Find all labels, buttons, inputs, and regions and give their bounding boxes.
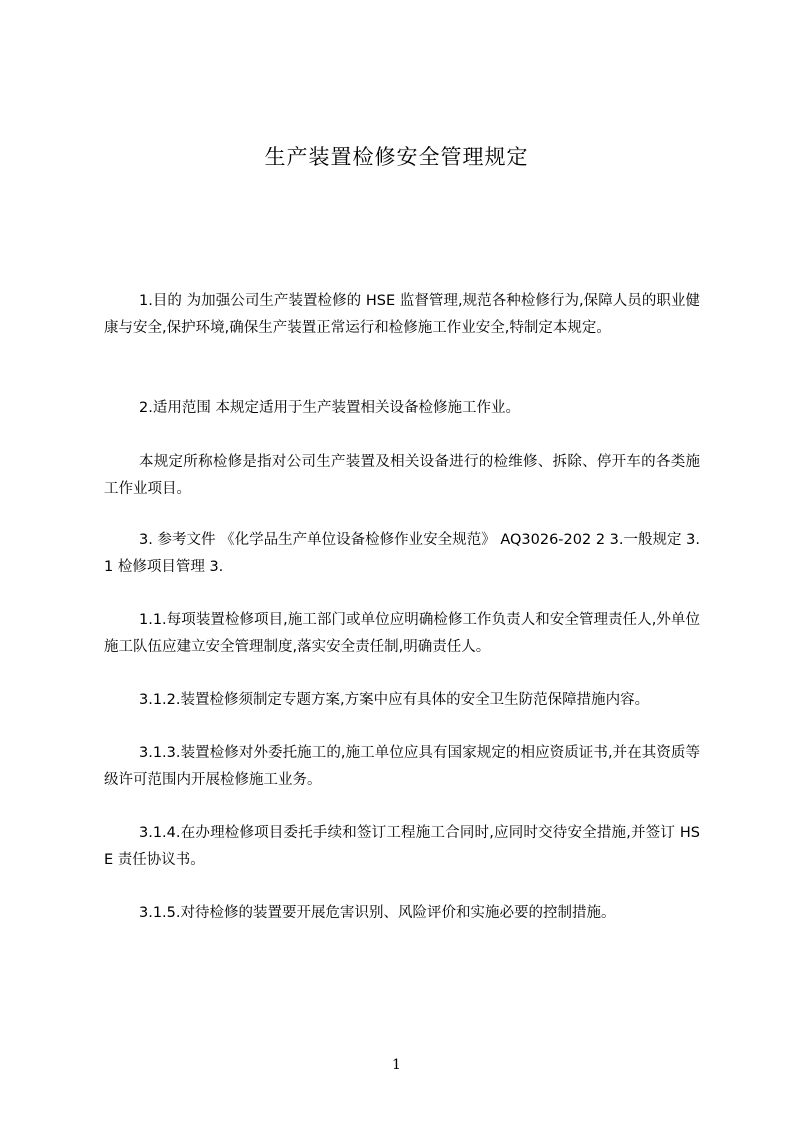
paragraph-clause-3-1-2: 3.1.2.装置检修须制定专题方案,方案中应有具体的安全卫生防范保障措施内容。 [139,692,650,708]
paragraph-clause-1-1: 1.1.每项装置检修项目,施工部门或单位应明确检修工作负责人和安全管理责任人,外单位施工队伍应建立安全管理制度,落实安全责任制,明确责任人。 [104,612,700,655]
paragraph-purpose: 1.目的 为加强公司生产装置检修的 HSE 监督管理,规范各种检修行为,保障人员的职业健康与安全,保护环境,确保生产装置正常运行和检修施工作业安全,特制定本规定。 [104,293,700,336]
paragraph-scope: 2.适用范围 本规定适用于生产装置相关设备检修施工作业。 [139,400,520,416]
paragraph-clause-3-1-4: 3.1.4.在办理检修项目委托手续和签订工程施工合同时,应同时交待安全措施,并签订 HSE 责任协议书。 [104,825,700,868]
document-title: 生产装置检修安全管理规定 [264,145,529,169]
page-number: 1 [392,1057,401,1073]
paragraph-references: 3. 参考文件 《化学品生产单位设备检修作业安全规范》 AQ3026-202 2 3.一般规定 3.1 检修项目管理 3. [104,532,700,575]
paragraph-definition: 本规定所称检修是指对公司生产装置及相关设备进行的检维修、拆除、停开车的各类施工作业项目。 [104,454,700,497]
paragraph-clause-3-1-3: 3.1.3.装置检修对外委托施工的,施工单位应具有国家规定的相应资质证书,并在其资质等级许可范围内开展检修施工业务。 [104,745,700,788]
paragraph-clause-3-1-5: 3.1.5.对待检修的装置要开展危害识别、风险评价和实施必要的控制措施。 [139,905,616,921]
